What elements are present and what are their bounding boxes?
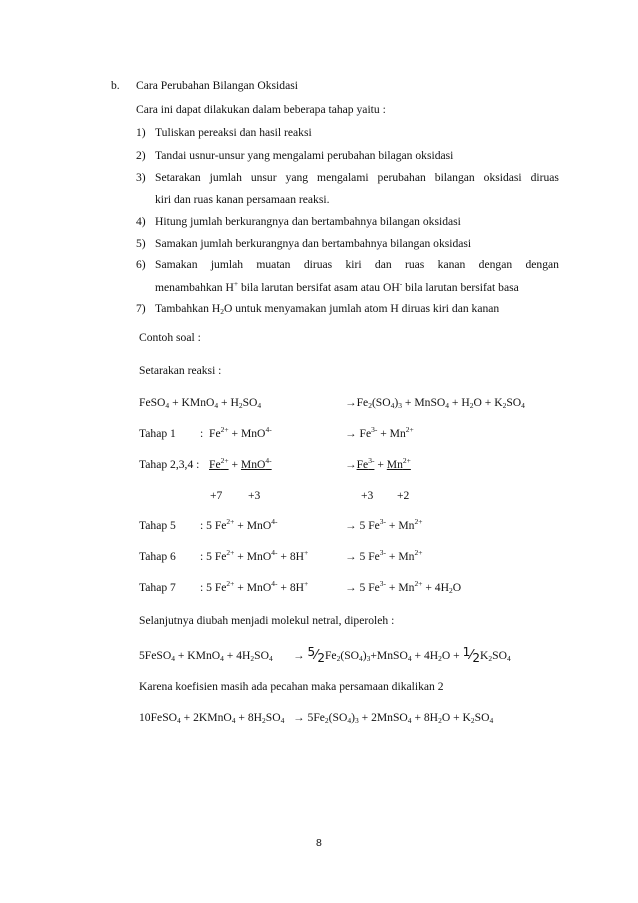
fraction-one-half: 1⁄2: [462, 645, 481, 665]
step-1-text: Tuliskan pereaksi dan hasil reaksi: [155, 126, 312, 139]
tahap-7-left: : 5 $Fe^{2+} + MnO^{4-} + 8H^+$: [200, 579, 309, 594]
tahap-6-right: → 5 $Fe^{3-} + Mn^{2+}$: [345, 548, 423, 563]
step-7-number: 7): [136, 302, 146, 315]
step-6-text: Samakan jumlah muatan diruas kiri dan ruas kanan dengan dengan: [155, 258, 559, 271]
fraction-note: Karena koefisien masih ada pecahan maka persamaan dikalikan 2: [139, 680, 444, 693]
tahap-5-left: : 5 $Fe^{2+} + MnO^{4-}$: [200, 517, 278, 532]
reaction-right: $\to Fe_2(SO_4)_3$ + MnSO$_4$ + $H_2O + K_2SO_4$: [345, 396, 525, 410]
tahap-1-label: Tahap 1: [139, 427, 176, 440]
neutral-equation: 5FeSO$_4$ + KMnO$_4$ + $4H_2SO_4$ → $5⁄2Fe_2(SO_4)_3+MnSO_4 + 4H_2O$ + $1⁄2K_2SO_4$: [139, 645, 511, 665]
tahap-1-left: : $Fe^{2+} + MnO^{4-}$: [200, 425, 272, 440]
step-6-number: 6): [136, 258, 146, 271]
ox-number-mn-left: +3: [248, 489, 261, 502]
reaction-left: FeSO$_4$ + KMnO$_4$ + $H_2SO_4$: [139, 396, 262, 410]
ox-number-fe-left: +7: [210, 489, 223, 502]
final-equation: 10FeSO$_4$ + 2KMnO$_4$ + $8H_2SO_4 \to 5Fe_2(SO_4)_3$ + 2MnSO$_4$ + $8H_2O + K_2SO_4$: [139, 711, 494, 725]
step-3-number: 3): [136, 171, 146, 184]
step-6-continuation: menambahkan H+ bila larutan bersifat asam atau OH- bila larutan bersifat basa: [155, 279, 519, 294]
tahap-234-left: $Fe^{2+} + MnO^{4-}$: [209, 456, 272, 471]
step-2-number: 2): [136, 149, 146, 162]
neutral-note: Selanjutnya diubah menjadi molekul netral, diperoleh :: [139, 614, 395, 627]
example-heading: Contoh soal :: [139, 331, 201, 344]
tahap-7-right: → 5 $Fe^{3-} + Mn^{2+} + 4H_2O$: [345, 579, 462, 595]
tahap-234-label: Tahap 2,3,4 :: [139, 458, 200, 471]
step-3-continuation: kiri dan ruas kanan persamaan reaksi.: [155, 193, 330, 206]
tahap-6-label: Tahap 6: [139, 550, 176, 563]
example-prompt: Setarakan reaksi :: [139, 364, 222, 377]
ox-number-mn-right: +2: [397, 489, 410, 502]
step-5-text: Samakan jumlah berkurangnya dan bertambahnya bilangan oksidasi: [155, 237, 472, 250]
section-marker: b.: [111, 79, 120, 92]
fraction-five-halves: 5⁄2: [307, 645, 325, 665]
tahap-1-right: → $Fe^{3-} + Mn^{2+}$: [345, 425, 414, 440]
step-1-number: 1): [136, 126, 146, 139]
tahap-7-label: Tahap 7: [139, 581, 176, 594]
section-intro: Cara ini dapat dilakukan dalam beberapa tahap yaitu :: [136, 103, 386, 116]
tahap-5-label: Tahap 5: [139, 519, 176, 532]
step-4-text: Hitung jumlah berkurangnya dan bertambahnya bilangan oksidasi: [155, 215, 461, 228]
tahap-5-right: → 5 $Fe^{3-} + Mn^{2+}$: [345, 517, 423, 532]
page-number: 8: [316, 837, 322, 849]
ox-number-fe-right: +3: [361, 489, 374, 502]
tahap-6-left: : 5 $Fe^{2+} + MnO^{4-} + 8H^+$: [200, 548, 309, 563]
step-4-number: 4): [136, 215, 146, 228]
step-2-text: Tandai usnur-unsur yang mengalami perubahan bilagan oksidasi: [155, 149, 454, 162]
tahap-234-right: $\to Fe^{3-} + Mn^{2+}$: [345, 456, 411, 471]
step-3-text: Setarakan jumlah unsur yang mengalami perubahan bilangan oksidasi diruas: [155, 171, 559, 184]
section-title: Cara Perubahan Bilangan Oksidasi: [136, 79, 298, 92]
step-5-number: 5): [136, 237, 146, 250]
step-7-text: Tambahkan $H_2O$ untuk menyamakan jumlah atom H diruas kiri dan kanan: [155, 302, 500, 316]
